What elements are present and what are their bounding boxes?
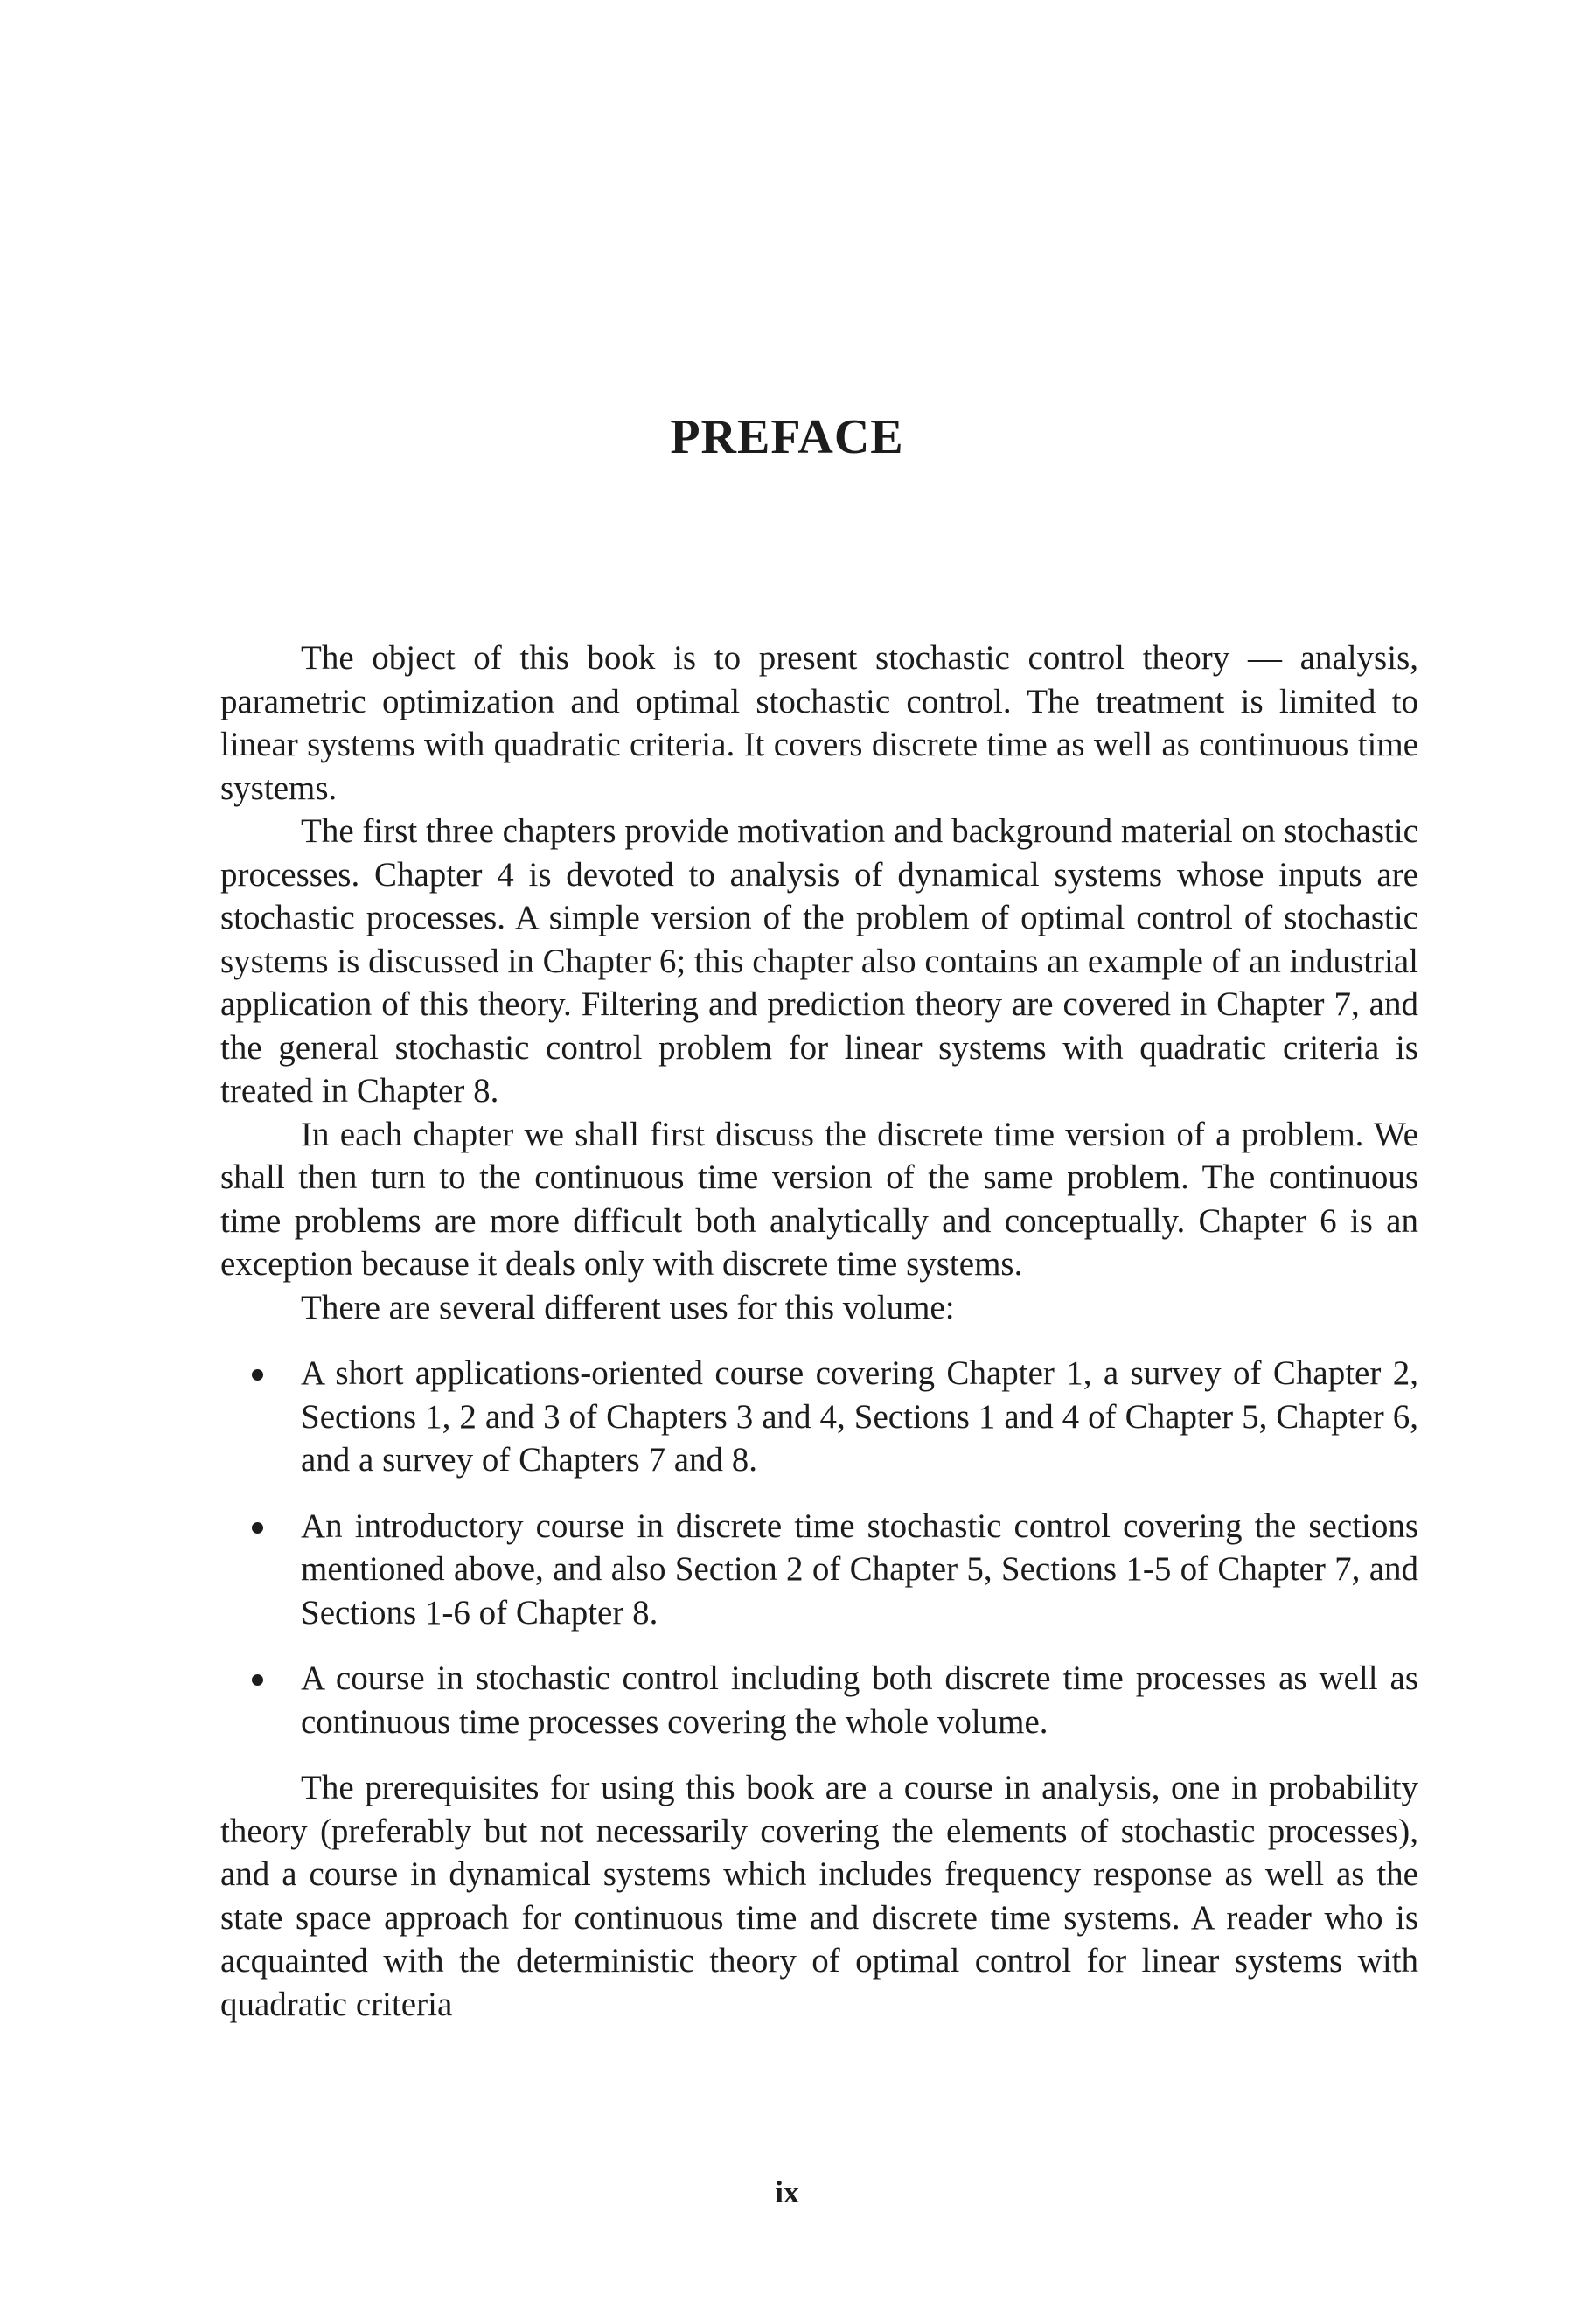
list-item — [220, 1505, 1418, 1635]
list-item-text: An introductory course in discrete time stochastic control covering the sections mentioned above, and also Section 2 of Chapter 5, Sections 1-5 of Chapter 7, and Sections 1-6 of Chapter 8. — [301, 1506, 1418, 1632]
list-item-text: A course in stochastic control including both discrete time processes as well as continuous time processes covering the whole volume. — [301, 1660, 1418, 1741]
paragraph-chapters: The first three chapters provide motivation and background material on stochastic processes. Chapter 4 is devoted to analysis of dynamical systems whose inputs are stochastic processes. A simple version of the problem of optimal control of stochastic systems is discussed in Chapter 6; this chapter also contains an example of an industrial application of this theory. Filtering and prediction theory are covered in Chapter 7, and the general stochastic control problem for linear systems with quadratic criteria is treated in Chapter 8. — [220, 812, 1418, 1110]
paragraph-uses-intro: There are several different uses for this volume: — [301, 1288, 955, 1326]
preface-body — [220, 637, 1418, 2026]
paragraph-discrete-continuous: In each chapter we shall first discuss the discrete time version of a problem. We shall then turn to the continuous time version of the same problem. The continuous time problems are more difficult both analytically and conceptually. Chapter 6 is an exception because it deals only with discrete time systems. — [220, 1115, 1418, 1283]
bullet-icon — [252, 1369, 263, 1381]
list-item — [220, 1352, 1418, 1482]
list-item-text: A short applications-oriented course covering Chapter 1, a survey of Chapter 2, Sections 1, 2 and 3 of Chapters 3 and 4, Sections 1 and 4 of Chapter 5, Chapter 6, and a survey of Chapters 7 and 8. — [301, 1354, 1418, 1479]
paragraph-object: The object of this book is to present stochastic control theory — analysis, parametric optimization and optimal stochastic control. The treatment is limited to linear systems with quadratic criteria. It covers discrete time as well as continuous time systems. — [220, 639, 1418, 807]
bullet-icon — [252, 1522, 263, 1534]
uses-list — [220, 1352, 1418, 1743]
list-item — [220, 1657, 1418, 1743]
bullet-icon — [252, 1674, 263, 1686]
page-number: ix — [774, 2174, 799, 2209]
page-title: PREFACE — [670, 410, 904, 464]
paragraph-prerequisites: The prerequisites for using this book are a course in analysis, one in probability theory (preferably but not necessarily covering the elements of stochastic processes), and a course in dynamical systems which includes frequency response as well as the state space approach for continuous time and discrete time systems. A reader who is acquainted with the deterministic theory of optimal control for linear systems with quadratic criteria — [220, 1769, 1418, 2023]
